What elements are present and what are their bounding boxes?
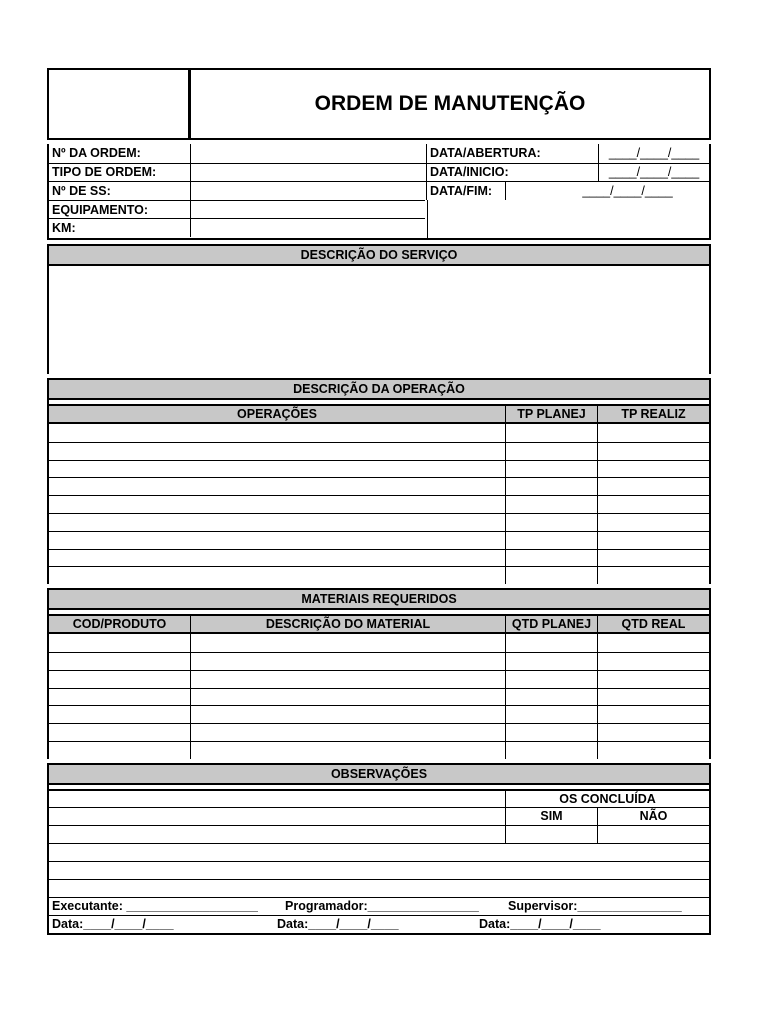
tp-planej-cell[interactable] — [506, 550, 598, 567]
descricao-material-cell[interactable] — [191, 742, 506, 759]
tp-realiz-cell[interactable] — [598, 567, 709, 584]
operation-row — [49, 549, 709, 567]
ident-date-field[interactable]: ____/____/____ — [582, 183, 673, 198]
ident-date-field[interactable]: ____/____/____ — [608, 165, 700, 180]
observations-row-4[interactable] — [49, 843, 709, 861]
descricao-material-cell[interactable] — [191, 671, 506, 688]
qtd-real-col-header: QTD REAL — [621, 617, 686, 632]
qtd-real-cell[interactable] — [598, 634, 709, 652]
programador-date[interactable]: Data:____/____/____ — [277, 917, 399, 932]
ident-row — [49, 200, 425, 219]
ident-row — [49, 144, 709, 163]
ident-row — [49, 218, 425, 237]
tp-realiz-cell[interactable] — [598, 424, 709, 442]
operation-cell[interactable] — [49, 496, 506, 513]
ident-label: Nº DA ORDEM: — [49, 144, 191, 163]
identification-block — [47, 144, 711, 240]
qtd-real-cell[interactable] — [598, 653, 709, 670]
operation-cell[interactable] — [49, 514, 506, 531]
ident-date-label: DATA/ABERTURA: — [427, 144, 599, 163]
sim-label: SIM — [506, 808, 598, 825]
tp-realiz-col-header: TP REALIZ — [621, 407, 686, 421]
tp-realiz-cell[interactable] — [598, 478, 709, 495]
nao-label: NÃO — [639, 809, 668, 824]
operation-row — [49, 442, 709, 460]
observations-line[interactable] — [49, 826, 506, 843]
tp-realiz-cell[interactable] — [598, 461, 709, 478]
operation-row — [49, 566, 709, 584]
tp-planej-cell[interactable] — [506, 514, 598, 531]
qtd-planej-cell[interactable] — [506, 653, 598, 670]
materials-section — [47, 588, 711, 759]
operation-cell[interactable] — [49, 443, 506, 460]
materials-rows — [49, 634, 709, 759]
supervisor-signature[interactable]: Supervisor:_______________ — [508, 899, 682, 914]
ident-date-field[interactable]: ____/____/____ — [608, 146, 700, 161]
cod-produto-cell[interactable] — [49, 742, 191, 759]
material-row — [49, 705, 709, 723]
os-concluida-label: OS CONCLUÍDA — [559, 791, 656, 806]
qtd-real-cell[interactable] — [598, 724, 709, 741]
descricao-material-cell[interactable] — [191, 724, 506, 741]
cod-produto-cell[interactable] — [49, 653, 191, 670]
qtd-planej-cell[interactable] — [506, 671, 598, 688]
operation-cell[interactable] — [49, 532, 506, 549]
ident-label: KM: — [49, 219, 191, 237]
operation-row — [49, 513, 709, 531]
tp-planej-cell[interactable] — [506, 443, 598, 460]
ident-row — [49, 181, 709, 200]
ident-label: Nº DE SS: — [49, 182, 191, 200]
form-title: ORDEM DE MANUTENÇÃO — [314, 92, 586, 115]
operation-col-header: OPERAÇÕES — [49, 406, 506, 422]
operation-row — [49, 424, 709, 442]
operation-cell[interactable] — [49, 424, 506, 442]
ident-date-label: DATA/FIM: — [427, 182, 506, 200]
operation-row — [49, 531, 709, 549]
tp-realiz-cell[interactable] — [598, 514, 709, 531]
executante-signature[interactable]: Executante: ___________________ — [52, 899, 259, 914]
observations-row-3 — [49, 825, 709, 843]
qtd-planej-cell[interactable] — [506, 706, 598, 723]
service-section-title: DESCRIÇÃO DO SERVIÇO — [49, 246, 709, 266]
descricao-material-cell[interactable] — [191, 706, 506, 723]
operation-row — [49, 460, 709, 478]
descricao-material-cell[interactable] — [191, 634, 506, 652]
signature-row — [49, 897, 709, 915]
service-description-area[interactable] — [49, 266, 709, 374]
ident-value-field[interactable] — [191, 164, 427, 182]
tp-planej-col-header: TP PLANEJ — [506, 406, 598, 422]
operation-cell[interactable] — [49, 567, 506, 584]
ident-divider — [427, 200, 428, 238]
operation-cell[interactable] — [49, 550, 506, 567]
ident-date-label: DATA/INICIO: — [427, 164, 599, 182]
qtd-real-cell[interactable] — [598, 671, 709, 688]
operation-cell[interactable] — [49, 461, 506, 478]
tp-realiz-cell[interactable] — [598, 550, 709, 567]
tp-realiz-cell[interactable] — [598, 496, 709, 513]
tp-planej-cell[interactable] — [506, 567, 598, 584]
tp-realiz-cell[interactable] — [598, 443, 709, 460]
ident-label: EQUIPAMENTO: — [49, 201, 191, 219]
tp-planej-cell[interactable] — [506, 424, 598, 442]
observations-row-6[interactable] — [49, 879, 709, 897]
ident-label: TIPO DE ORDEM: — [49, 164, 191, 182]
material-row — [49, 741, 709, 759]
nao-checkbox[interactable] — [598, 826, 709, 843]
sim-checkbox[interactable] — [506, 826, 598, 843]
cod-produto-cell[interactable] — [49, 634, 191, 652]
ident-value-field[interactable] — [191, 201, 425, 219]
observations-row-2 — [49, 807, 709, 825]
materials-section-title: MATERIAIS REQUERIDOS — [49, 590, 709, 610]
tp-planej-cell[interactable] — [506, 496, 598, 513]
operation-row — [49, 495, 709, 513]
operation-row — [49, 477, 709, 495]
materials-header-row — [49, 614, 709, 634]
qtd-real-cell[interactable] — [598, 706, 709, 723]
service-section — [47, 244, 711, 374]
operation-section-title: DESCRIÇÃO DA OPERAÇÃO — [49, 380, 709, 400]
observations-row-5[interactable] — [49, 861, 709, 879]
observations-section — [47, 763, 711, 935]
descricao-material-col-header: DESCRIÇÃO DO MATERIAL — [191, 616, 506, 632]
ident-row — [49, 163, 709, 182]
observations-line[interactable] — [49, 808, 506, 825]
qtd-planej-cell[interactable] — [506, 742, 598, 759]
tp-realiz-cell[interactable] — [598, 532, 709, 549]
qtd-planej-col-header: QTD PLANEJ — [506, 616, 598, 632]
supervisor-date[interactable]: Data:____/____/____ — [479, 917, 601, 932]
material-row — [49, 634, 709, 652]
tp-planej-cell[interactable] — [506, 478, 598, 495]
observations-line[interactable] — [49, 791, 506, 807]
ident-value-field[interactable] — [191, 182, 427, 200]
cod-produto-col-header: COD/PRODUTO — [49, 616, 191, 632]
tp-planej-cell[interactable] — [506, 461, 598, 478]
ident-value-field[interactable] — [191, 219, 425, 237]
cod-produto-cell[interactable] — [49, 689, 191, 706]
qtd-real-cell[interactable] — [598, 742, 709, 759]
executante-date[interactable]: Data:____/____/____ — [52, 917, 174, 932]
signature-date-row — [49, 915, 709, 933]
form-header — [47, 68, 711, 140]
material-row — [49, 670, 709, 688]
descricao-material-cell[interactable] — [191, 689, 506, 706]
material-row — [49, 652, 709, 670]
tp-planej-cell[interactable] — [506, 532, 598, 549]
qtd-planej-cell[interactable] — [506, 689, 598, 706]
operation-section — [47, 378, 711, 584]
operation-header-row — [49, 404, 709, 424]
material-row — [49, 688, 709, 706]
maintenance-order-form — [47, 68, 711, 935]
logo-box — [49, 70, 191, 138]
ident-value-field[interactable] — [191, 144, 427, 163]
observations-section-title: OBSERVAÇÕES — [49, 765, 709, 785]
material-row — [49, 723, 709, 741]
descricao-material-cell[interactable] — [191, 653, 506, 670]
cod-produto-cell[interactable] — [49, 706, 191, 723]
qtd-real-cell[interactable] — [598, 689, 709, 706]
qtd-planej-cell[interactable] — [506, 634, 598, 652]
operation-rows — [49, 424, 709, 584]
observations-row-1 — [49, 789, 709, 807]
qtd-planej-cell[interactable] — [506, 724, 598, 741]
cod-produto-cell[interactable] — [49, 671, 191, 688]
operation-cell[interactable] — [49, 478, 506, 495]
cod-produto-cell[interactable] — [49, 724, 191, 741]
programador-signature[interactable]: Programador:________________ — [285, 899, 479, 914]
